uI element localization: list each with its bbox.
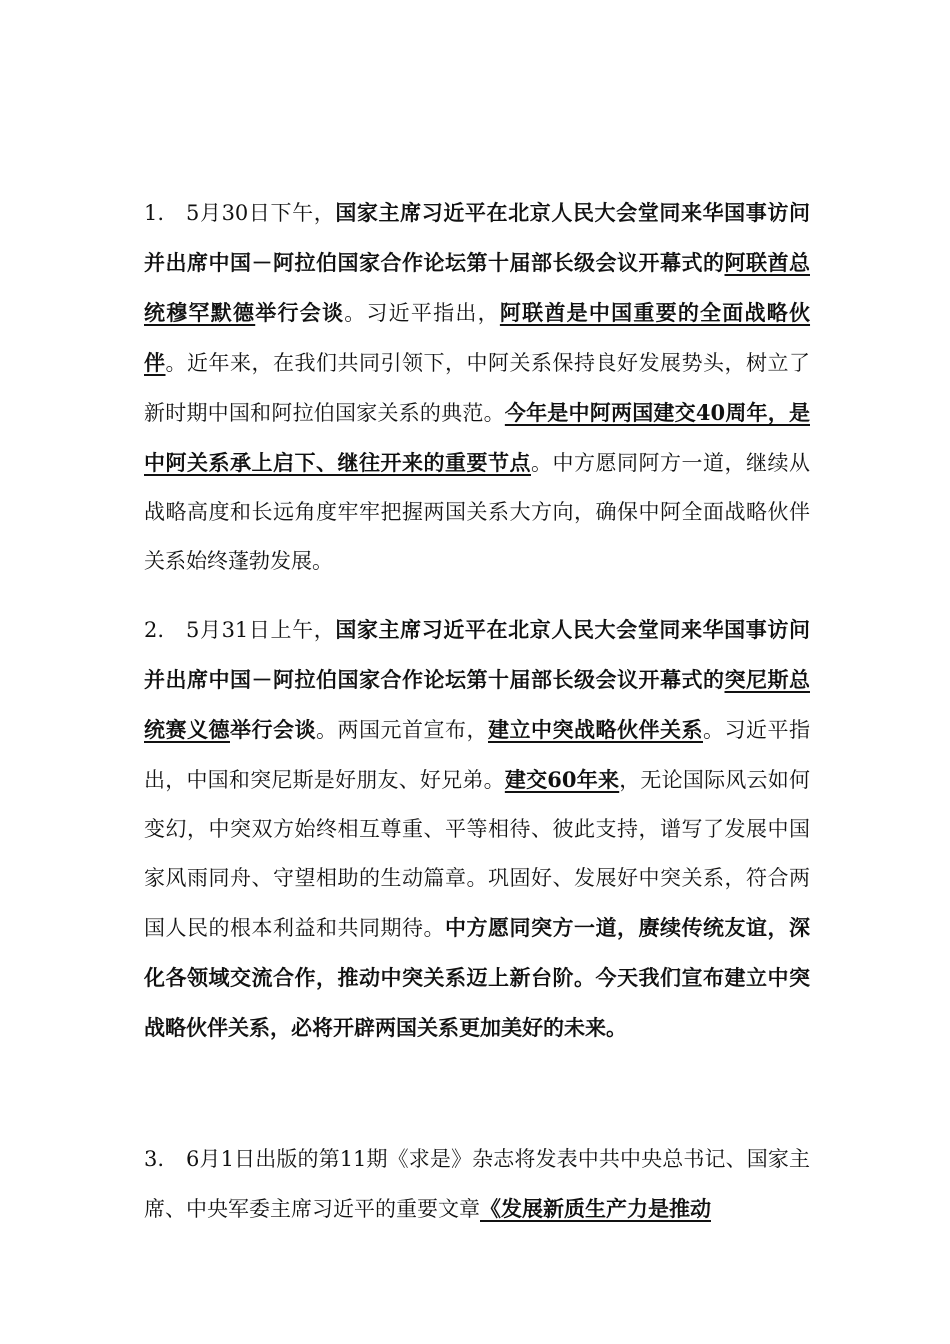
text-segment: ，无论国际风云如何变幻，中突双方始终相互尊重、平等相待、彼此支持，谱写了发展中国家风雨同舟、守望相助的生动篇章。巩固好、发展好中突关系，符合两国人民的根本利益和共同期待。 (144, 768, 811, 940)
text-segment: 中方愿同突方一道，赓续传统友谊，深化各领域交流合作，推动中突关系迈上新台阶。今天我们宣布建立中突战略伙伴关系，必将开辟两国关系更加美好的未来。 (144, 915, 810, 1040)
paragraph-number: 1. (144, 201, 165, 225)
text-segment: 。习近平指出，中国和突尼斯是好朋友、好兄弟。 (144, 718, 810, 792)
text-segment: 阿联酋是中国重要的全面战略伙伴 (144, 300, 811, 375)
text-segment: 阿联酋总统穆罕默德 (144, 250, 810, 325)
text-segment: 建立中突战略伙伴关系 (488, 717, 703, 742)
text-segment: 。习近平指出， (344, 301, 500, 325)
text-segment: 。近年来，在我们共同引领下，中阿关系保持良好发展势头，树立了新时期中国和阿拉伯国家关系的典范。 (144, 351, 810, 425)
text-segment: 5月30日下午， (186, 201, 336, 225)
paragraph-1 (144, 188, 810, 586)
text-segment: 国家主席习近平在北京人民大会堂同来华国事访问并出席中国－阿拉伯国家合作论坛第十届部长级会议开幕式的 (144, 200, 810, 275)
text-segment: 6月1日出版的第11期《求是》杂志将发表中共中央总书记、国家主席、中央军委主席习近平的重要文章 (144, 1147, 810, 1221)
paragraph-3 (144, 1135, 810, 1234)
text-segment: 建交60年来 (504, 767, 620, 792)
text-segment: 《发展新质生产力是推动 (480, 1196, 711, 1221)
text-segment: 。中方愿同阿方一道，继续从战略高度和长远角度牢牢把握两国关系大方向，确保中阿全面战略伙伴关系始终蓬勃发展。 (144, 451, 810, 573)
text-segment: 举行会谈 (255, 300, 345, 325)
text-segment: 国家主席习近平在北京人民大会堂同来华国事访问并出席中国－阿拉伯国家合作论坛第十届部长级会议开幕式的 (144, 617, 810, 692)
text-segment: 举行会谈 (230, 717, 316, 742)
text-segment: 。两国元首宣布， (316, 718, 488, 742)
paragraph-2 (144, 605, 810, 1053)
paragraph-number: 3. (144, 1147, 165, 1171)
text-segment: 5月31日上午， (186, 618, 336, 642)
text-segment: 突尼斯总统赛义德 (144, 667, 810, 742)
text-segment: 今年是中阿两国建交40周年，是中阿关系承上启下、继往开来的重要节点 (144, 400, 810, 475)
paragraph-number: 2. (144, 618, 165, 642)
